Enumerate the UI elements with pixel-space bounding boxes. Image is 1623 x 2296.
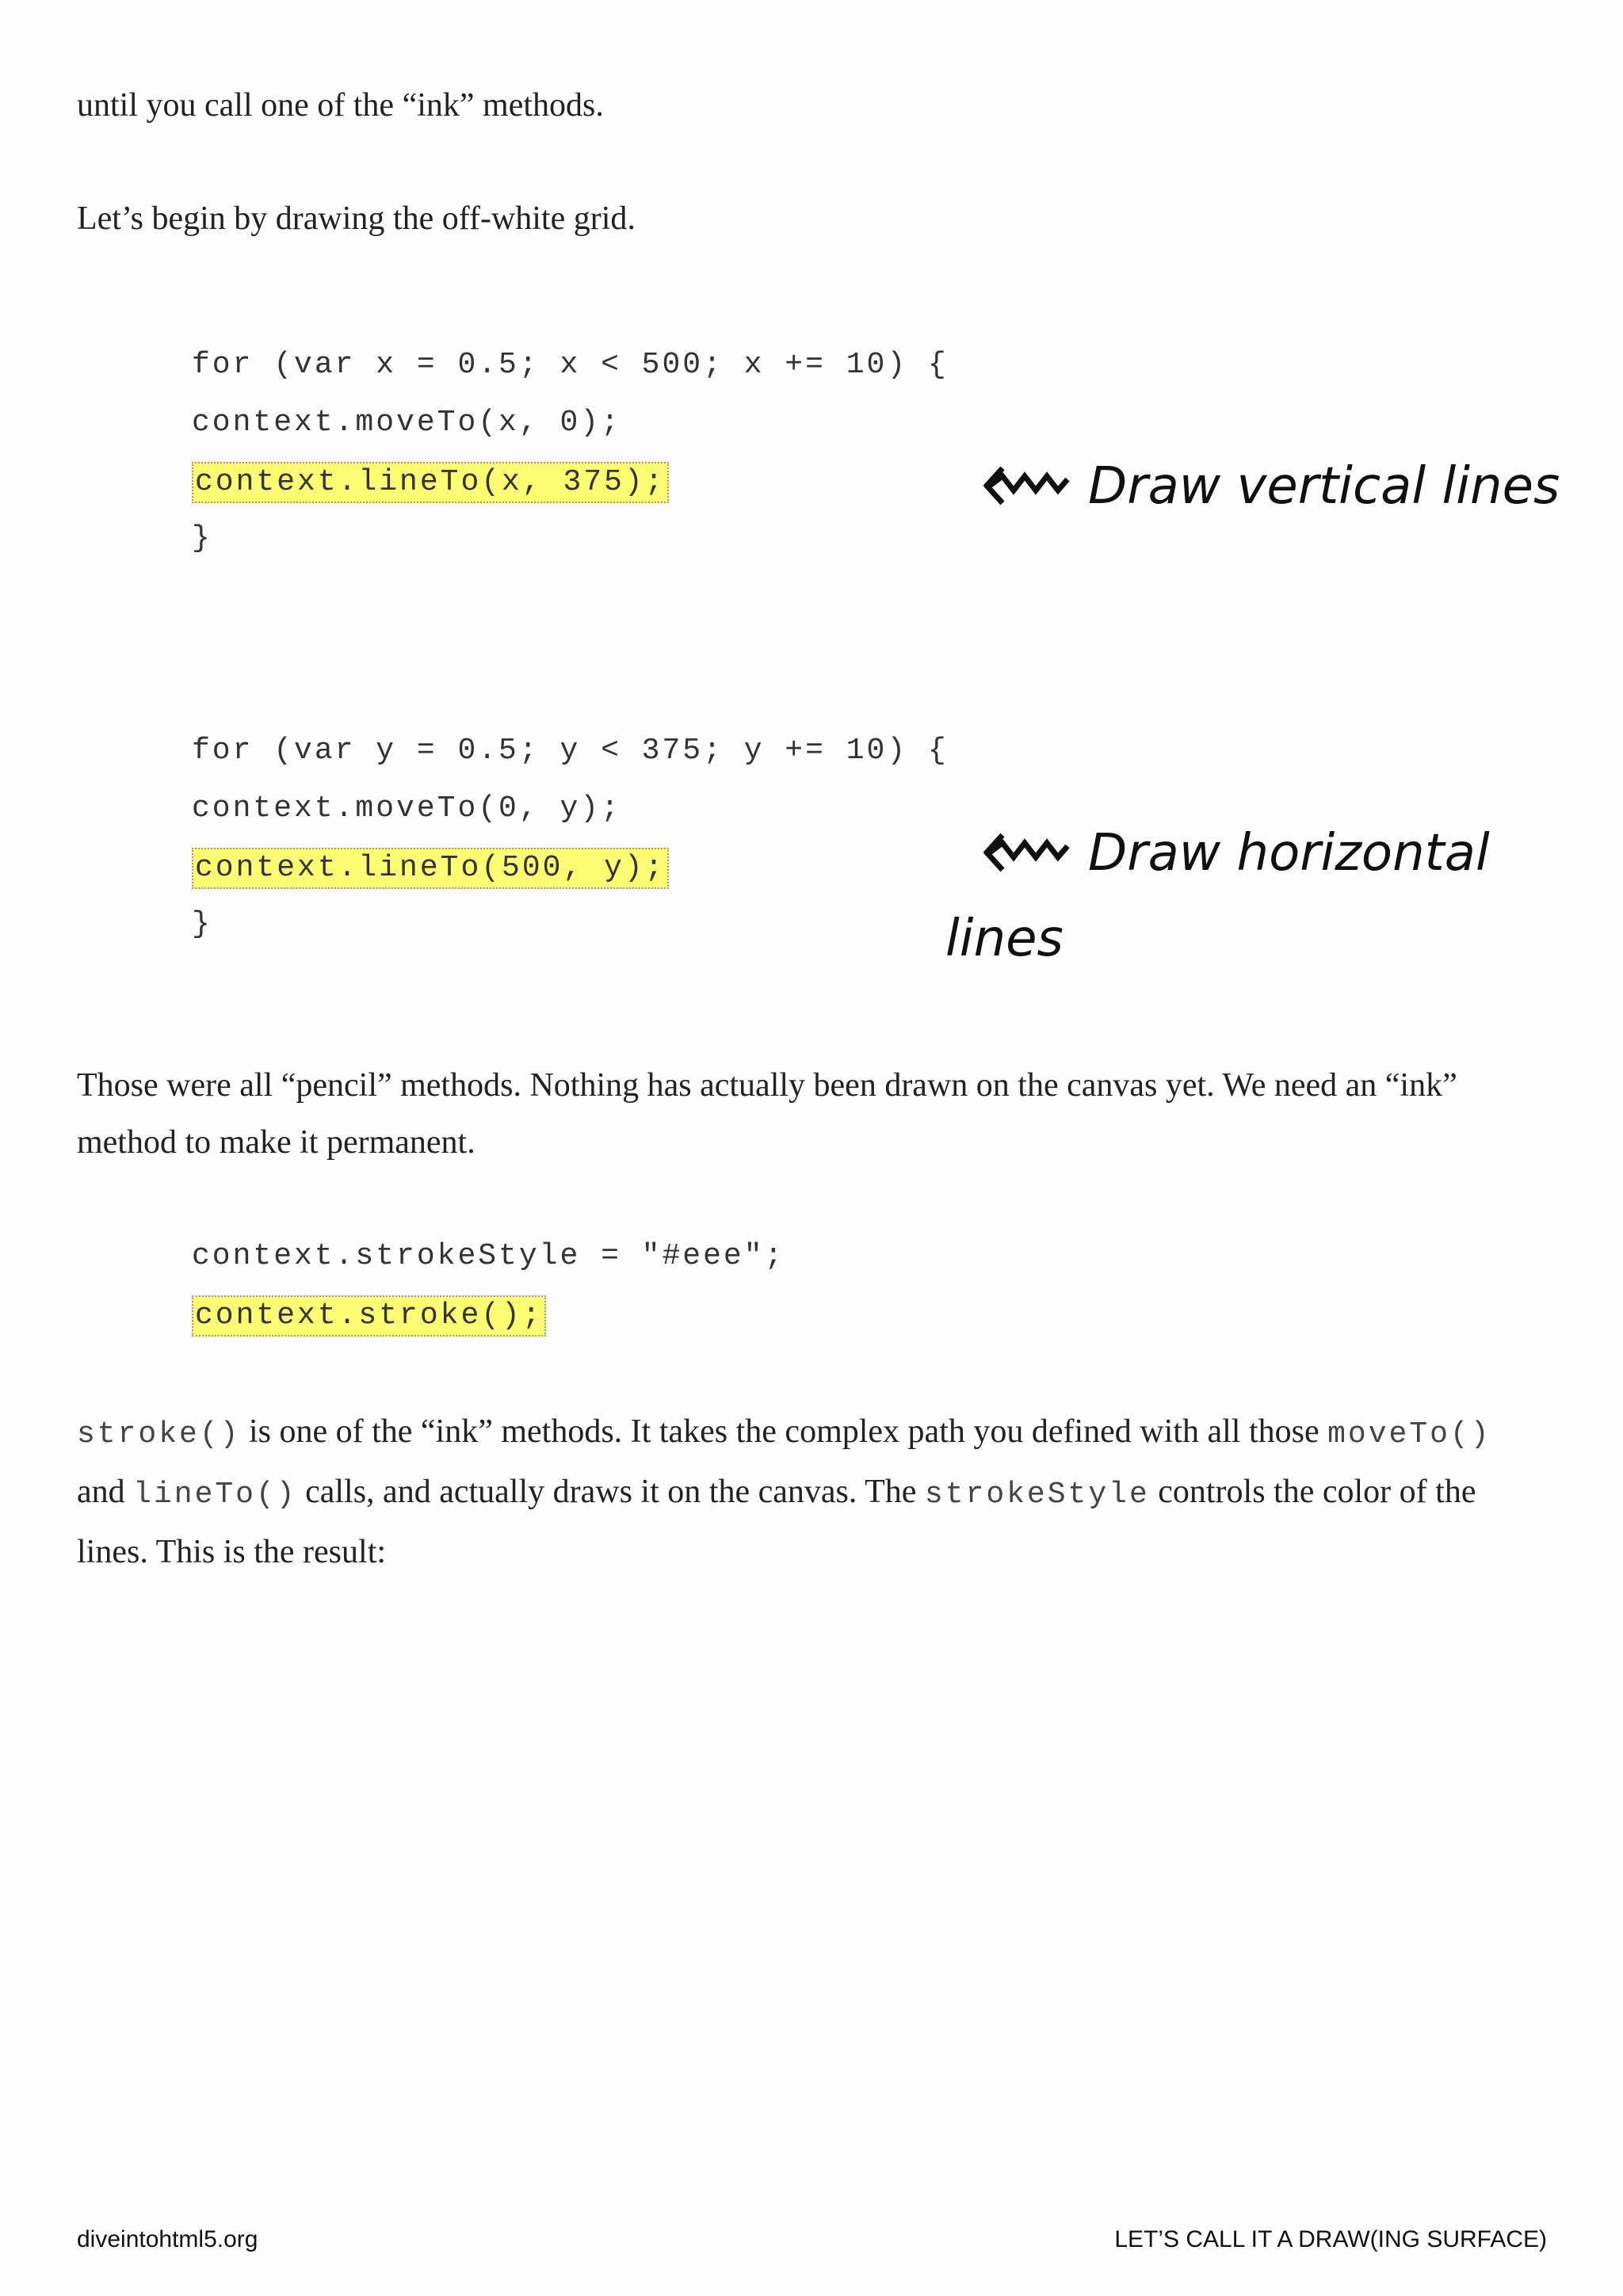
inline-code: lineTo() [133, 1478, 297, 1512]
code-line: for (var y = 0.5; y < 375; y += 10) { [192, 734, 949, 768]
intro-text-2: Let’s begin by drawing the off-white grid. [77, 200, 636, 237]
paragraph-text: calls, and actually draws it on the canvas. The [296, 1474, 925, 1510]
annotation-text: Draw vertical lines [1088, 457, 1560, 516]
stroke-paragraph [77, 1403, 1543, 1581]
footer-site: diveintohtml5.org [77, 2226, 258, 2252]
annotation-horizontal [945, 810, 1579, 982]
inline-code: stroke() [77, 1417, 241, 1451]
code-line: } [192, 907, 212, 941]
code-line: for (var x = 0.5; x < 500; x += 10) { [192, 348, 949, 382]
pencil-paragraph: Those were all “pencil” methods. Nothing has actually been drawn on the canvas yet. We need an “ink” method to make it permanent. [77, 1067, 1457, 1161]
footer-chapter-title: LET’S CALL IT A DRAW(ING SURFACE) [1114, 2226, 1547, 2252]
code-line: context.strokeStyle = "#eee"; [192, 1239, 785, 1273]
squiggly-left-arrow-icon [983, 832, 1071, 873]
code-line: context.moveTo(x, 0); [192, 406, 621, 440]
annotation-vertical [945, 444, 1579, 529]
paragraph-text: and [77, 1474, 134, 1510]
squiggly-left-arrow-icon [983, 465, 1071, 506]
inline-code: moveTo() [1327, 1417, 1491, 1451]
intro-text-1: until you call one of the “ink” methods. [77, 87, 604, 124]
code-line: context.moveTo(0, y); [192, 791, 621, 826]
inline-code: strokeStyle [924, 1478, 1150, 1512]
code-line: } [192, 521, 212, 555]
paragraph-text: is one of the “ink” methods. It takes the complex path you defined with all those [240, 1413, 1328, 1450]
highlighted-code-line: context.lineTo(500, y); [192, 848, 669, 889]
paragraph-text: controls the color of the lines. This is the result: [77, 1474, 1476, 1570]
annotation-text: Draw horizontal lines [945, 824, 1490, 968]
highlighted-code-line: context.lineTo(x, 375); [192, 462, 669, 503]
highlighted-code-line: context.stroke(); [192, 1295, 546, 1337]
